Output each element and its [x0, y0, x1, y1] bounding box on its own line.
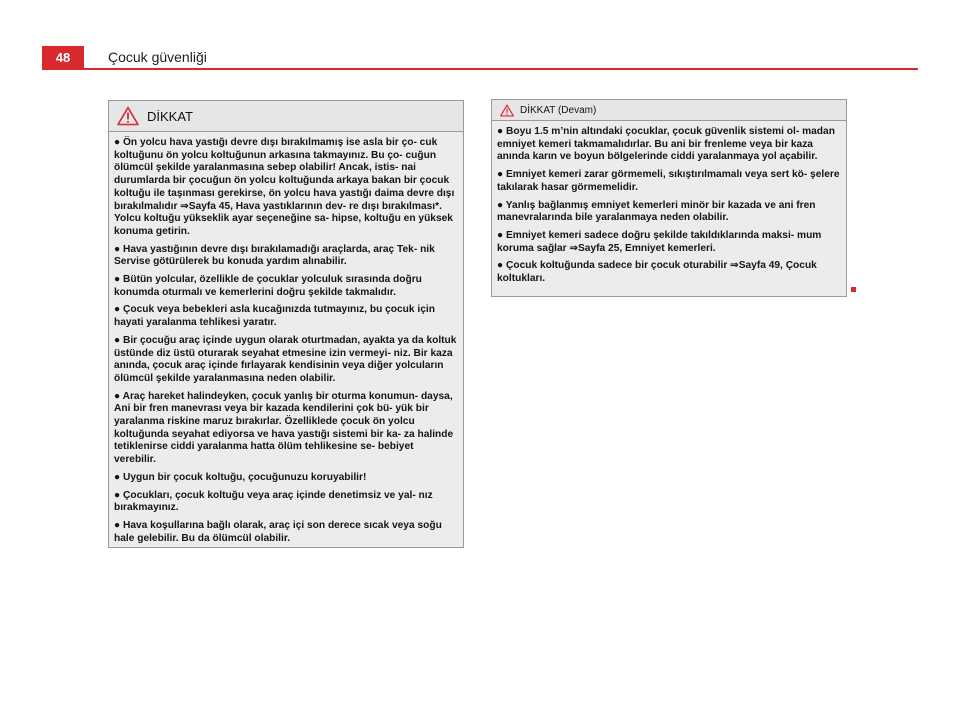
warning-triangle-icon	[117, 106, 139, 126]
warning-paragraph: ● Ön yolcu hava yastığı devre dışı bırakılmamış ise asla bir ço- cuk koltuğunu ön yolcu koltuğunun arkasına takmayınız. Bu ço- cuğun ölümcül şekilde yaralanmasına sebep olabilir! Ancak, istis- nai durumlarda bir çocuğun ön yolcu koltuğunda arkaya bakan bir çocuk koltuğu ile taşınması gerekirse, ön yolcu hava yastığı daima devre dışı bırakılmalıdır ⇒Sayfa 45, Hava yastıklarının dev- re dışı bırakılması*. Yolcu koltuğu yükseklik ayar seçeneğine sa- hipse, koltuğu en yüksek konuma getirin.	[114, 137, 455, 237]
warning-body	[492, 121, 846, 286]
page-title: Çocuk güvenliği	[108, 49, 207, 65]
warning-triangle-icon	[500, 104, 514, 117]
warning-header	[109, 101, 463, 132]
warning-paragraph: ● Çocukları, çocuk koltuğu veya araç içinde denetimsiz ve yal- nız bırakmayınız.	[114, 489, 433, 514]
warning-paragraph: ● Çocuk veya bebekleri asla kucağınızda tutmayınız, bu çocuk için hayati yaralanma tehlikesi yaratır.	[114, 304, 435, 329]
warning-paragraph: ● Uygun bir çocuk koltuğu, çocuğunuzu koruyabilir!	[114, 471, 367, 483]
warning-paragraph: ● Hava yastığının devre dışı bırakılamadığı araçlarda, araç Tek- nik Servise götürülerek bu konuda yardım alınabilir.	[114, 243, 435, 268]
warning-header	[492, 100, 846, 121]
warning-box-right	[491, 99, 847, 297]
page-number: 48	[42, 46, 84, 68]
warning-paragraph: ● Araç hareket halindeyken, çocuk yanlış bir oturma konumun- daysa, Ani bir fren manevrası veya bir kazada kendilerini çok bü- yük bir yaralanma riskine maruz bırakırlar. Özelliklede çocuk ön yolcu koltuğunda seyahat ediyorsa ve hava yastığı sistemi bir ka- za halinde tetiklenirse ciddi yaralanma hatta ölüm tehlikesine se- bebiyet verebilir.	[114, 390, 454, 466]
warning-box-left	[108, 100, 464, 548]
warning-paragraph: ● Emniyet kemeri zarar görmemeli, sıkıştırılmamalı veya sert kö- şelere takılarak hasar görmemelidir.	[497, 169, 840, 193]
warning-paragraph: ● Bir çocuğu araç içinde uygun olarak oturtmadan, ayakta ya da koltuk üstünde diz üstü oturarak seyahat etmesine izin vermeyi- niz. Bir kaza anında, çocuk araç içinde fırlayarak kendisinin veya diğer yolcuların ölümcül şekilde yaralanmasına neden olabilir.	[114, 334, 457, 384]
warning-paragraph: ● Emniyet kemeri sadece doğru şekilde takıldıklarında maksi- mum koruma sağlar ⇒Sayfa 25, Emniyet kemerleri.	[497, 229, 822, 254]
page-header	[0, 0, 960, 70]
warning-paragraph: ● Boyu 1.5 m’nin altındaki çocuklar, çocuk güvenlik sistemi ol- madan emniyet kemeri takmamalıdırlar. Bu ani bir frenleme veya bir kaza anında karın ve boyun bölgelerinde ciddi yaralanmaya yol açabilir.	[497, 126, 835, 163]
warning-heading: DİKKAT	[147, 108, 193, 124]
warning-paragraph: ● Bütün yolcular, özellikle de çocuklar yolculuk sırasında doğru konumda oturmalı ve kemerlerini doğru şekilde takmalıdır.	[114, 274, 422, 298]
header-divider	[42, 68, 918, 70]
section-end-marker	[851, 287, 856, 292]
warning-body	[109, 132, 463, 545]
warning-paragraph: ● Yanlış bağlanmış emniyet kemerleri minör bir kazada ve ani fren manevralarında bile yaralanmaya neden olabilir.	[497, 199, 816, 224]
warning-paragraph: ● Hava koşullarına bağlı olarak, araç içi son derece sıcak veya soğu hale gelebilir. Bu da ölümcül olabilir.	[114, 519, 442, 544]
warning-paragraph: ● Çocuk koltuğunda sadece bir çocuk oturabilir ⇒Sayfa 49, Çocuk koltukları.	[497, 260, 817, 285]
warning-heading: DİKKAT (Devam)	[520, 104, 597, 116]
